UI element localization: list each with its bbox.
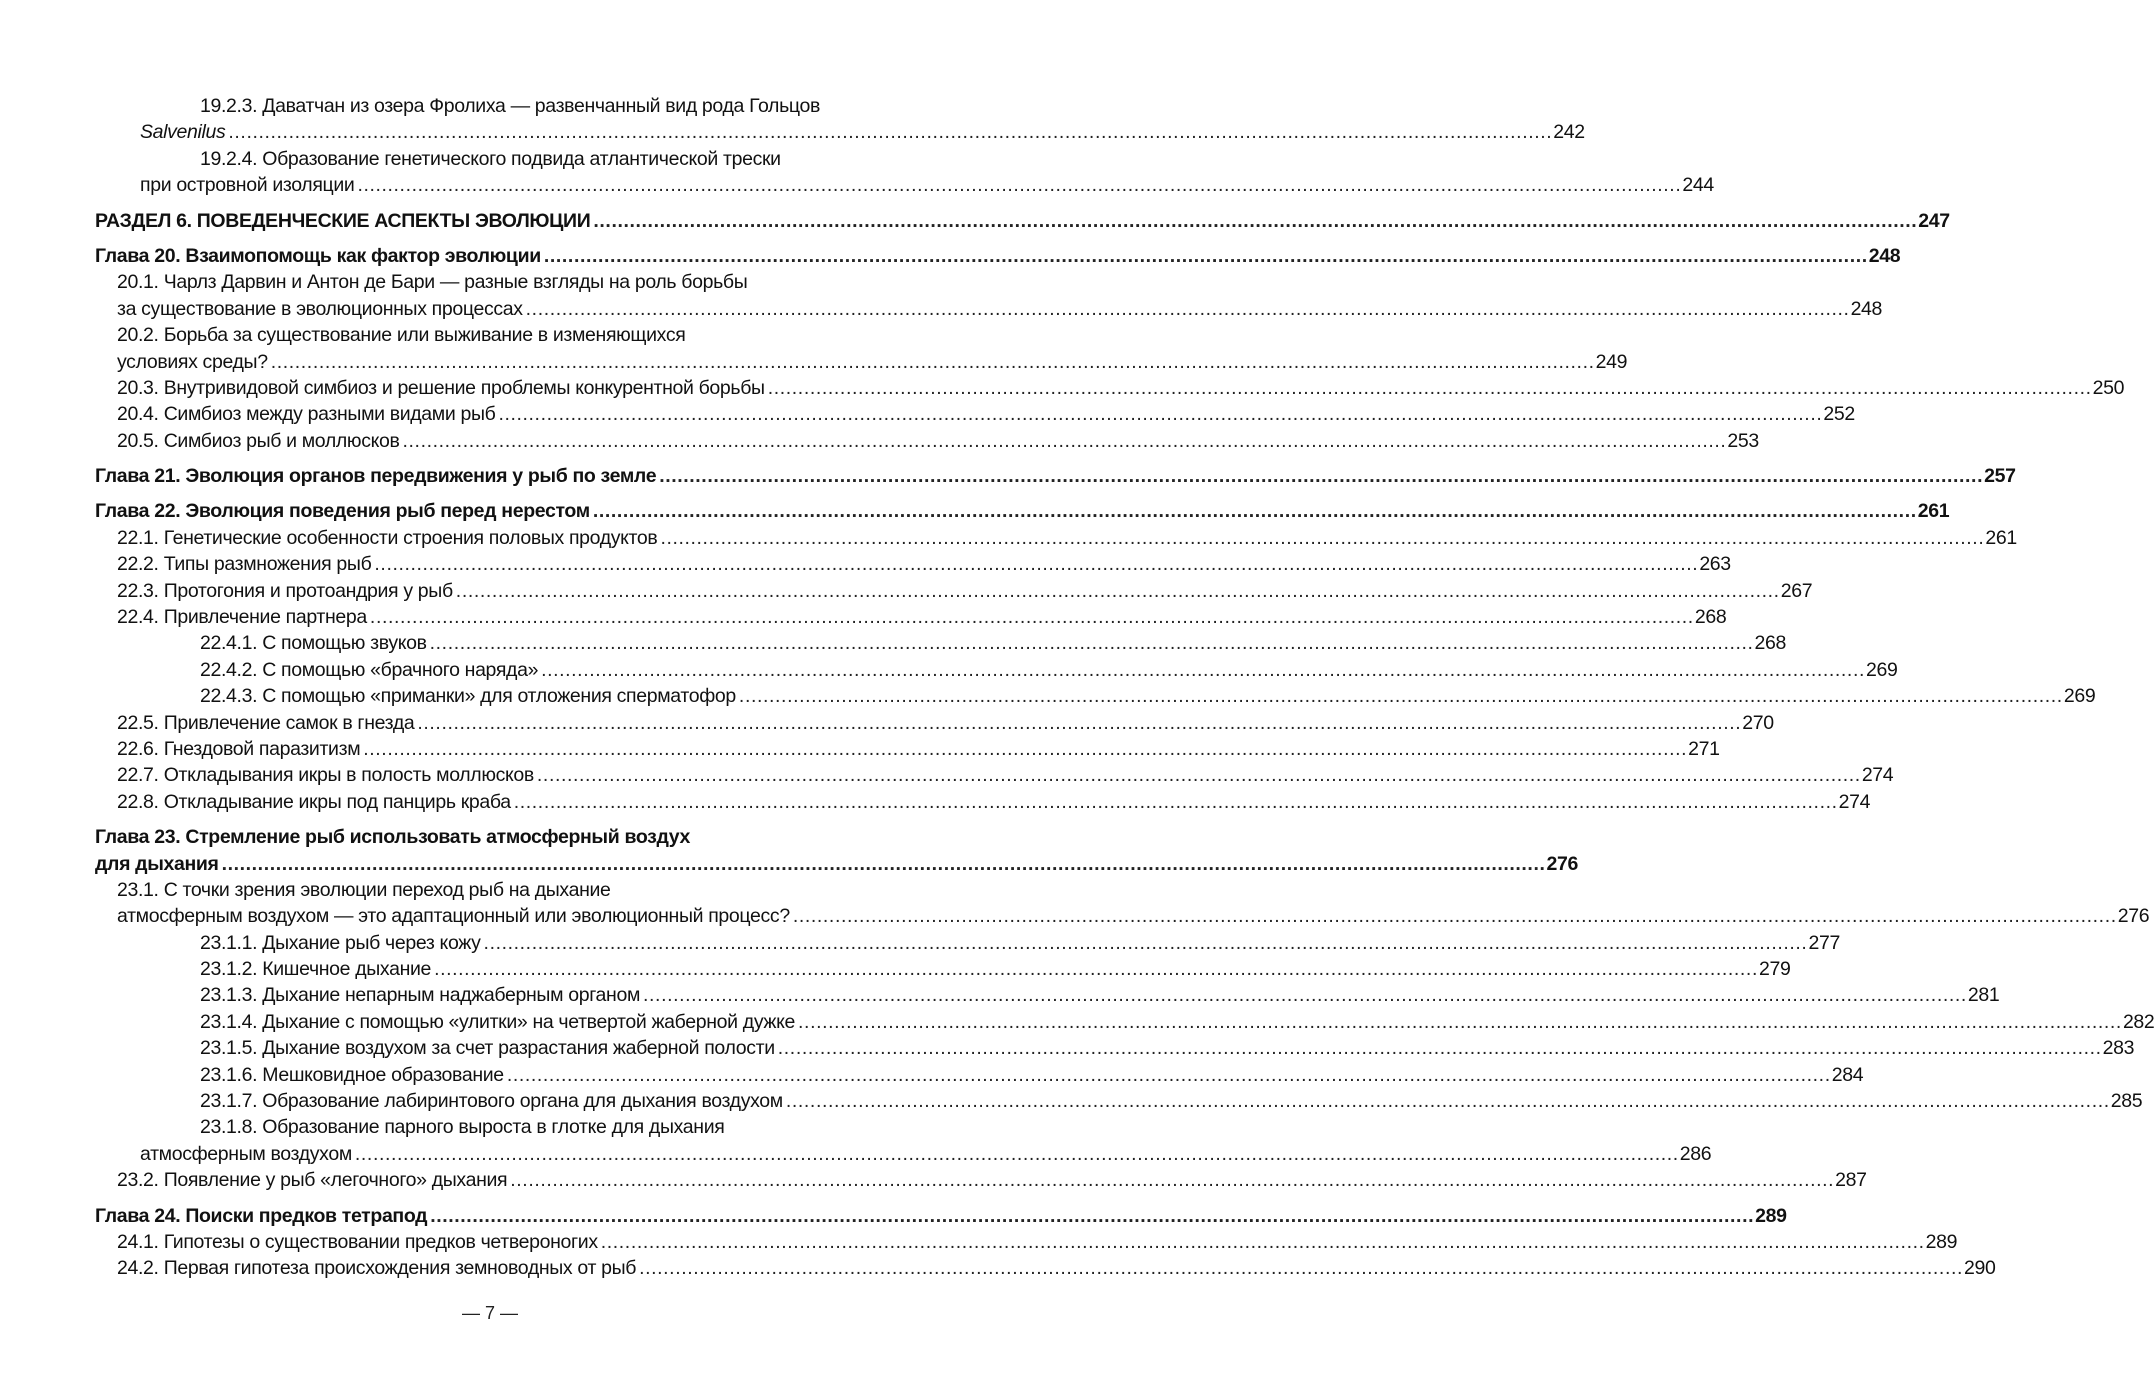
dot-leader: ............................................................................................................................................................................................................................ [510, 1169, 1835, 1192]
toc-entry-title: 23.1.2. Кишечное дыхание [200, 958, 432, 981]
toc-entry-title: за существование в эволюционных процессах [117, 297, 523, 320]
toc-entry-title: 23.2. Появление у рыб «легочного» дыхания [117, 1169, 508, 1192]
toc-page-number: 261 [1985, 526, 2017, 549]
toc-page-number: 267 [1780, 579, 1813, 602]
dot-leader: ............................................................................................................................................................................................................................ [363, 737, 1688, 760]
toc-entry [95, 322, 887, 348]
toc-page-number: 276 [1546, 852, 1578, 875]
toc-entry [95, 1229, 1958, 1255]
toc-entry [95, 762, 1894, 788]
toc-entry-title: 23.1. С точки зрения эволюции переход рыб на дыхание [117, 878, 611, 901]
dot-leader: ............................................................................................................................................................................................................................ [434, 958, 1758, 981]
toc-page-number: 268 [1754, 632, 1787, 655]
dot-leader: ............................................................................................................................................................................................................................ [600, 1231, 1925, 1253]
dot-leader: ............................................................................................................................................................................................................................ [498, 403, 1823, 426]
toc-entry [95, 930, 1840, 956]
toc-page-number: 263 [1699, 553, 1731, 576]
toc-entry-title: Глава 21. Эволюция органов передвижения у рыб по земле [95, 465, 657, 488]
dot-leader: ............................................................................................................................................................................................................................ [429, 632, 1754, 655]
toc-entry [95, 375, 2125, 401]
toc-entry-title: 22.6. Гнездовой паразитизм [117, 737, 361, 760]
toc-heading-entry [95, 498, 1950, 524]
toc-page-number: 250 [2092, 376, 2125, 399]
dot-leader: ............................................................................................................................................................................................................................ [228, 121, 1553, 144]
toc-page-number: 277 [1808, 931, 1840, 954]
toc-heading-entry [95, 208, 1950, 234]
toc-entry-title: условиях среды? [117, 350, 268, 373]
toc-entry-title: для дыхания [95, 852, 219, 875]
toc-page-number: 286 [1679, 1142, 1712, 1165]
toc-entry-title: Глава 22. Эволюция поведения рыб перед нерестом [95, 500, 590, 523]
toc-entry-title: 22.2. Типы размножения рыб [117, 553, 372, 576]
toc-entry-title: 23.1.6. Мешковидное образование [200, 1063, 504, 1086]
toc-entry-title: 22.4.1. С помощью звуков [200, 632, 427, 655]
toc-page-number: 282 [2122, 1010, 2154, 1033]
dot-leader: ............................................................................................................................................................................................................................ [593, 209, 1918, 232]
toc-entry [95, 1088, 2143, 1114]
toc-entry-title: 20.2. Борьба за существование или выживание в изменяющихся [117, 324, 686, 347]
toc-entry [95, 296, 1883, 322]
toc-page-number: 249 [1595, 350, 1628, 373]
toc-entry [95, 1035, 2135, 1061]
toc-entry [95, 983, 2000, 1009]
toc-page-number: 276 [2117, 905, 2150, 928]
dot-leader: ............................................................................................................................................................................................................................ [506, 1063, 1831, 1086]
dot-leader: ............................................................................................................................................................................................................................ [785, 1090, 2110, 1113]
toc-entry-title: при островной изоляции [140, 174, 355, 197]
dot-leader: ............................................................................................................................................................................................................................ [483, 931, 1808, 954]
dot-leader: ............................................................................................................................................................................................................................ [792, 905, 2117, 928]
toc-page-number: 252 [1823, 403, 1855, 426]
toc-page-number: 253 [1727, 429, 1759, 452]
toc-page-number: 274 [1861, 764, 1894, 787]
dot-leader: ............................................................................................................................................................................................................................ [777, 1037, 2102, 1060]
toc-entry [95, 1062, 1864, 1088]
toc-page-number: 289 [1755, 1204, 1787, 1227]
toc-entry-title: атмосферным воздухом [140, 1142, 352, 1165]
toc-entry-title: 23.1.3. Дыхание непарным наджаберным органом [200, 984, 641, 1007]
toc-entry [95, 146, 887, 172]
dot-leader: ............................................................................................................................................................................................................................ [660, 526, 1985, 549]
toc-entry-title: 20.3. Внутривидовой симбиоз и решение проблемы конкурентной борьбы [117, 376, 765, 399]
toc-heading-entry [95, 824, 887, 850]
toc-entry-title: 22.5. Привлечение самок в гнезда [117, 711, 415, 734]
toc-entry [95, 903, 2150, 929]
toc-entry [95, 1114, 887, 1140]
toc-entry-title: 22.4. Привлечение партнера [117, 606, 367, 629]
toc-page-number: 287 [1835, 1169, 1867, 1192]
toc-entry [95, 956, 1791, 982]
toc-entry [95, 710, 1774, 736]
toc-heading-entry [95, 851, 1578, 877]
dot-leader: ............................................................................................................................................................................................................................ [270, 350, 1595, 373]
toc-entry [95, 657, 1898, 683]
toc-entry [95, 1141, 1712, 1167]
dot-leader: ............................................................................................................................................................................................................................ [639, 1257, 1963, 1280]
toc-entry-title: 22.8. Откладывание икры под панцирь краба [117, 790, 511, 813]
toc-entry-title: 22.3. Протогония и протоандрия у рыб [117, 579, 453, 602]
toc-entry-title: 23.1.1. Дыхание рыб через кожу [200, 931, 481, 954]
dot-leader: ............................................................................................................................................................................................................................ [543, 244, 1868, 267]
dot-leader: ............................................................................................................................................................................................................................ [738, 685, 2063, 708]
dot-leader: ............................................................................................................................................................................................................................ [374, 553, 1699, 576]
toc-entry [95, 93, 887, 119]
toc-heading-entry [95, 1203, 1787, 1229]
toc-entry [95, 1009, 2154, 1035]
dot-leader: ............................................................................................................................................................................................................................ [513, 790, 1838, 813]
toc-page-number: 248 [1850, 297, 1883, 320]
toc-entry-title: Salvenilus [140, 121, 226, 144]
toc-entry [95, 1255, 1996, 1281]
toc-entry-title: 20.4. Симбиоз между разными видами рыб [117, 403, 496, 426]
toc-entry-title: 22.7. Откладывания икры в полость моллюсков [117, 764, 534, 787]
toc-entry [95, 877, 887, 903]
toc-page-number: 284 [1831, 1063, 1864, 1086]
dot-leader: ............................................................................................................................................................................................................................ [221, 852, 1546, 875]
toc-entry [95, 551, 1731, 577]
toc-page-number: 248 [1868, 244, 1901, 267]
toc-entry-title: 22.4.3. С помощью «приманки» для отложения сперматофор [200, 685, 736, 708]
toc-entry-title: 22.1. Генетические особенности строения половых продуктов [117, 526, 658, 549]
toc-page-number: 281 [1967, 984, 2000, 1007]
toc-entry-title: Глава 24. Поиски предков тетрапод [95, 1204, 428, 1227]
toc-page-number: 274 [1838, 790, 1871, 813]
toc-entry [95, 578, 1813, 604]
toc-entry [95, 119, 1585, 145]
dot-leader: ............................................................................................................................................................................................................................ [455, 579, 1780, 602]
dot-leader: ............................................................................................................................................................................................................................ [659, 465, 1984, 488]
toc-page-number: 271 [1688, 737, 1720, 760]
toc-entry-title: 23.1.7. Образование лабиринтового органа для дыхания воздухом [200, 1090, 783, 1113]
toc-entry-title: Глава 23. Стремление рыб использовать атмосферный воздух [95, 826, 690, 849]
toc-entry [95, 401, 1855, 427]
dot-leader: ............................................................................................................................................................................................................................ [592, 500, 1917, 523]
toc-entry-title: 24.1. Гипотезы о существовании предков четвероногих [117, 1231, 598, 1253]
toc-entry-title: 24.2. Первая гипотеза происхождения земноводных от рыб [117, 1257, 637, 1280]
toc-entry [95, 172, 1714, 198]
toc-entry-title: 23.1.8. Образование парного выроста в глотке для дыхания [200, 1116, 725, 1139]
toc-page-number: 269 [1865, 658, 1898, 681]
toc-page-number: 268 [1694, 606, 1727, 629]
toc-entry [95, 736, 1720, 762]
toc-page-number: 247 [1918, 209, 1950, 232]
toc-heading-entry [95, 243, 1901, 269]
toc-entry [95, 269, 887, 295]
toc-page-number: 283 [2102, 1037, 2135, 1060]
toc-entry [95, 428, 1759, 454]
toc-page-number: 269 [2063, 685, 2096, 708]
toc-entry [95, 683, 2096, 709]
toc-entry [95, 1167, 1867, 1193]
toc-entry-title: атмосферным воздухом — это адаптационный или эволюционный процесс? [117, 905, 790, 928]
toc-entry [95, 349, 1628, 375]
toc-heading-entry [95, 463, 2016, 489]
toc-entry-title: 19.2.3. Даватчан из озера Фролиха — развенчанный вид рода Гольцов [200, 94, 820, 117]
table-of-contents [95, 93, 2154, 1282]
toc-page-number: 270 [1742, 711, 1774, 734]
toc-page-number: 290 [1964, 1257, 1996, 1280]
toc-page-number: 257 [1984, 465, 2016, 488]
dot-leader: ............................................................................................................................................................................................................................ [430, 1204, 1755, 1227]
dot-leader: ............................................................................................................................................................................................................................ [643, 984, 1967, 1007]
toc-entry-title: 22.4.2. С помощью «брачного наряда» [200, 658, 539, 681]
toc-page-number: 261 [1917, 500, 1950, 523]
toc-entry-title: 20.1. Чарлз Дарвин и Антон де Бари — разные взгляды на роль борьбы [117, 271, 748, 294]
dot-leader: ............................................................................................................................................................................................................................ [798, 1010, 2122, 1033]
dot-leader: ............................................................................................................................................................................................................................ [767, 376, 2092, 399]
dot-leader: ............................................................................................................................................................................................................................ [536, 764, 1861, 787]
toc-page-number: 289 [1925, 1231, 1958, 1253]
toc-page-number: 242 [1553, 121, 1585, 144]
toc-page-number: 244 [1682, 174, 1714, 197]
toc-entry [95, 789, 1871, 815]
dot-leader: ............................................................................................................................................................................................................................ [369, 606, 1694, 629]
dot-leader: ............................................................................................................................................................................................................................ [402, 429, 1727, 452]
dot-leader: ............................................................................................................................................................................................................................ [417, 711, 1742, 734]
toc-entry [95, 525, 2017, 551]
toc-entry-title: 23.1.5. Дыхание воздухом за счет разрастания жаберной полости [200, 1037, 775, 1060]
dot-leader: ............................................................................................................................................................................................................................ [354, 1142, 1679, 1165]
toc-entry-title: РАЗДЕЛ 6. ПОВЕДЕНЧЕСКИЕ АСПЕКТЫ ЭВОЛЮЦИИ [95, 209, 591, 232]
page-number: — 7 — [461, 1303, 518, 1323]
toc-page-number: 285 [2110, 1090, 2143, 1113]
toc-entry [95, 604, 1727, 630]
dot-leader: ............................................................................................................................................................................................................................ [525, 297, 1850, 320]
toc-entry-title: 20.5. Симбиоз рыб и моллюсков [117, 429, 400, 452]
toc-entry [95, 630, 1787, 656]
toc-page-number: 279 [1758, 958, 1791, 981]
dot-leader: ............................................................................................................................................................................................................................ [357, 174, 1682, 197]
toc-entry-title: Глава 20. Взаимопомощь как фактор эволюции [95, 244, 541, 267]
toc-entry-title: 19.2.4. Образование генетического подвида атлантической трески [200, 147, 781, 170]
dot-leader: ............................................................................................................................................................................................................................ [541, 658, 1865, 681]
toc-entry-title: 23.1.4. Дыхание с помощью «улитки» на четвертой жаберной дужке [200, 1010, 796, 1033]
